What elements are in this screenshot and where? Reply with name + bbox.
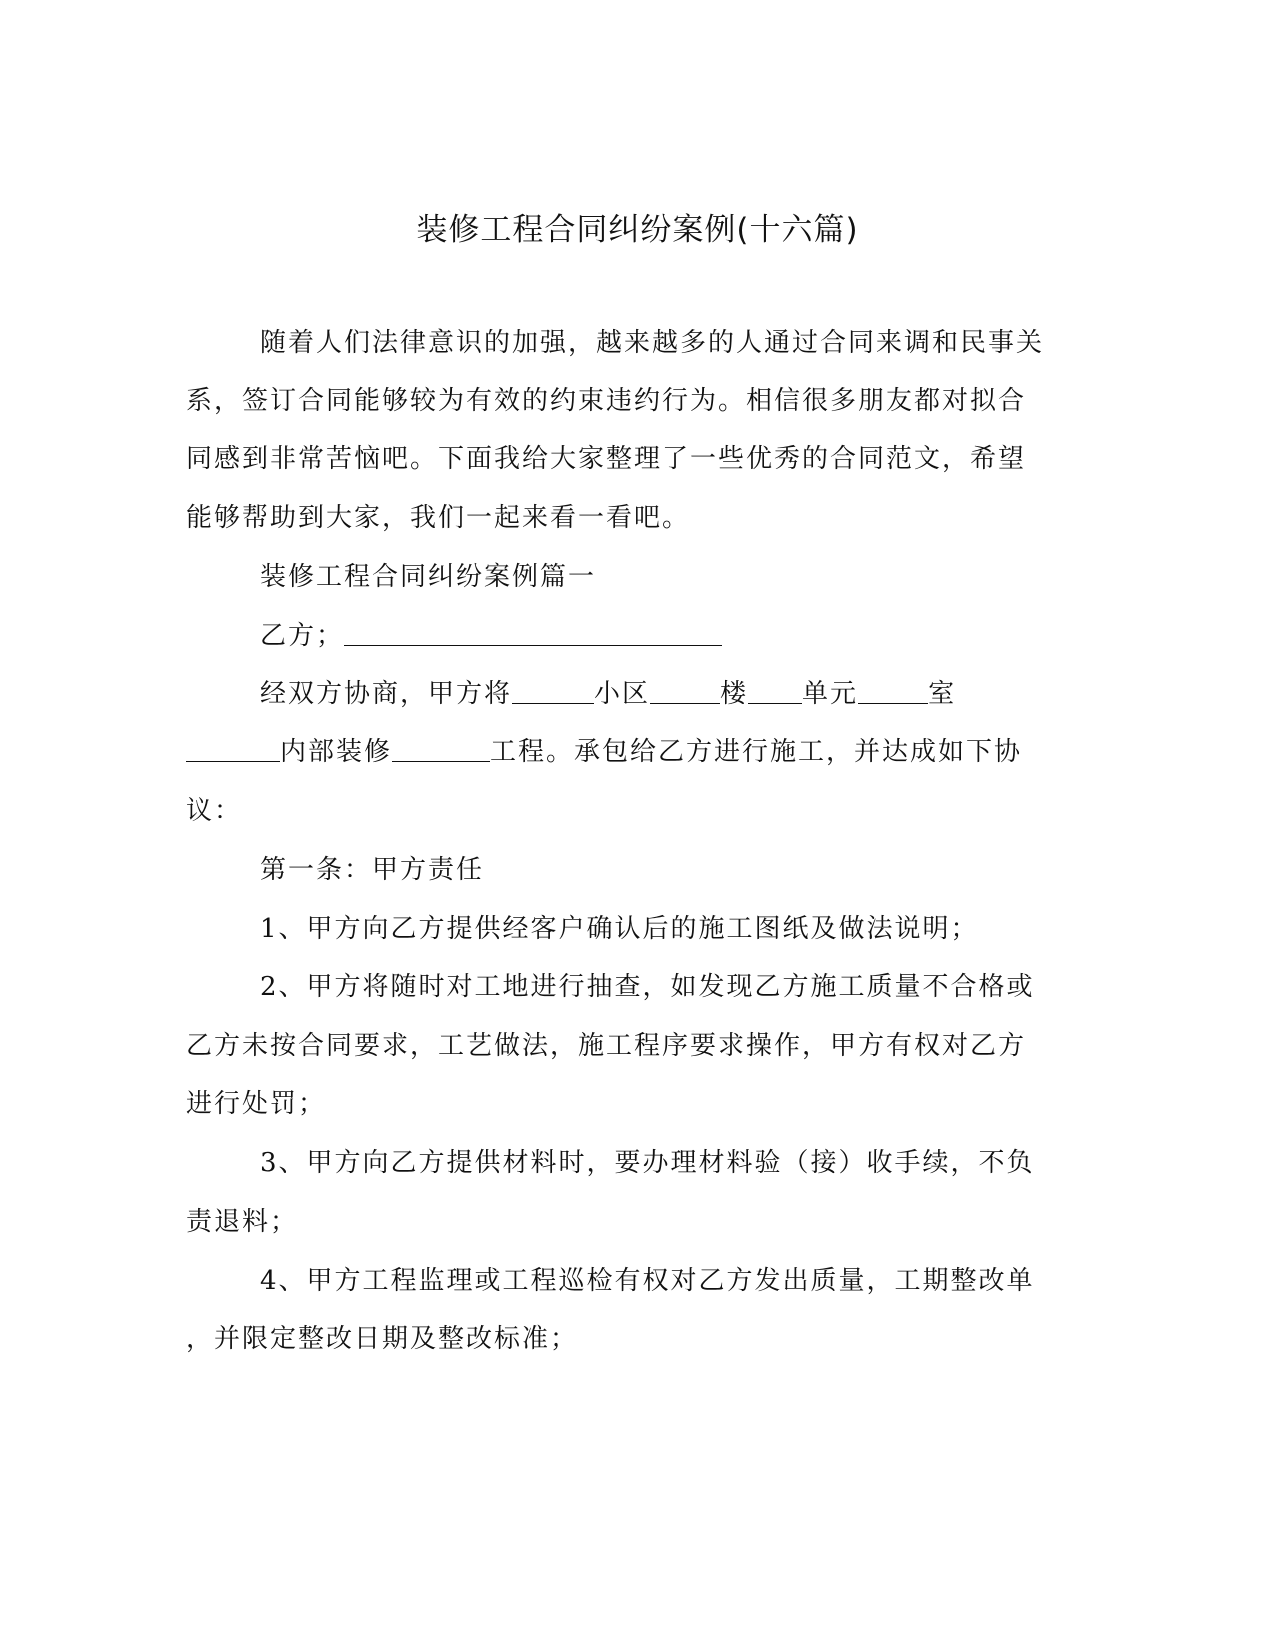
intro-line-3: 同感到非常苦恼吧。下面我给大家整理了一些优秀的合同范文，希望 — [186, 444, 1027, 474]
intro-line-2: 系，签订合同能够较为有效的约束违约行为。相信很多朋友都对拟合 — [186, 386, 1027, 416]
agreement-line-1 — [260, 673, 956, 710]
party-b-line — [260, 615, 722, 652]
item-3-line-2: 责退料； — [186, 1207, 299, 1237]
interior-label: 内部装修 — [280, 737, 393, 767]
item-2-line-1: 2、甲方将随时对工地进行抽查，如发现乙方施工质量不合格或 — [260, 972, 1035, 1002]
community-blank — [512, 681, 594, 704]
item-4-line-2: ，并限定整改日期及整改标准； — [186, 1324, 579, 1354]
agreement-line-3: 议： — [186, 796, 243, 826]
agreement-prefix: 经双方协商，甲方将 — [260, 679, 513, 709]
item-4-line-1: 4、甲方工程监理或工程巡检有权对乙方发出质量，工期整改单 — [260, 1266, 1035, 1296]
building-blank — [650, 681, 720, 704]
unit-label: 单元 — [802, 679, 859, 709]
intro-line-4: 能够帮助到大家，我们一起来看一看吧。 — [186, 503, 691, 533]
section-heading: 装修工程合同纠纷案例篇一 — [260, 562, 597, 592]
agreement-rest: 工程。承包给乙方进行施工，并达成如下协 — [490, 737, 1023, 767]
item-2-line-3: 进行处罚； — [186, 1089, 327, 1119]
room-label: 室 — [928, 679, 957, 709]
document-title: 装修工程合同纠纷案例(十六篇) — [416, 212, 859, 248]
agreement-line-2 — [186, 731, 1022, 768]
item-2-line-2: 乙方未按合同要求，工艺做法，施工程序要求操作，甲方有权对乙方 — [186, 1031, 1027, 1061]
party-b-label: 乙方； — [260, 621, 345, 651]
intro-line-1: 随着人们法律意识的加强，越来越多的人通过合同来调和民事关 — [260, 328, 1045, 358]
item-1: 1、甲方向乙方提供经客户确认后的施工图纸及做法说明； — [260, 914, 979, 944]
community-label: 小区 — [594, 679, 651, 709]
unit-blank — [748, 681, 802, 704]
project-blank — [186, 739, 280, 762]
item-3-line-1: 3、甲方向乙方提供材料时，要办理材料验（接）收手续，不负 — [260, 1148, 1035, 1178]
decoration-blank — [392, 739, 490, 762]
room-blank — [858, 681, 928, 704]
building-label: 楼 — [720, 679, 749, 709]
party-b-blank — [344, 623, 722, 646]
article1-heading: 第一条：甲方责任 — [260, 855, 485, 885]
